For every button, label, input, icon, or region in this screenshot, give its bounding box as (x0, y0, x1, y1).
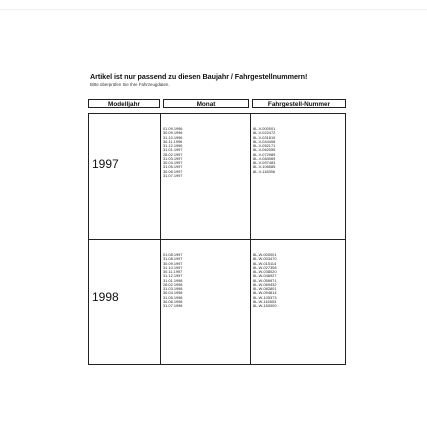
month-cell: 30.09.1996 (163, 130, 183, 136)
chassis-number-cell: 8L-W-069432 (253, 281, 277, 287)
chassis-number-cell: 8L-V-097483 (253, 160, 276, 165)
page-title: Artikel ist nur passend zu diesen Baujahr / Fahrgestellnummern! (90, 72, 308, 81)
month-cell: 30.06.1998 (163, 298, 183, 304)
column-header-modelljahr: Modelljahr (88, 99, 160, 108)
model-year-1997: 1997 (92, 157, 119, 171)
month-cell: 30.11.1997 (163, 269, 183, 274)
chassis-number-cell: 8L-V-118396 (253, 168, 275, 174)
month-cell: 31.07.1998 (163, 303, 183, 308)
chassis-number-cell: 8L-W-027308 (253, 264, 277, 270)
month-cell: 30.04.1998 (163, 290, 183, 296)
chassis-number-cell: 8L-W-046927 (253, 273, 277, 279)
model-year-1998: 1998 (92, 290, 119, 304)
month-cell: 31.05.1997 (163, 164, 183, 170)
chassis-list-1998 (253, 253, 277, 308)
column-header-fahrgestell-nummer: Fahrgestell-Nummer (252, 99, 346, 108)
row-divider (88, 239, 346, 240)
month-cell: 30.11.1996 (163, 138, 183, 144)
month-cell: 30.06.1997 (163, 168, 183, 174)
chassis-number-cell: 8L-W-056971 (253, 277, 277, 283)
month-cell: 31.08.1997 (163, 256, 183, 262)
month-cell: 31.10.1996 (163, 134, 183, 140)
chassis-number-cell: 8L-W-038020 (253, 269, 277, 274)
month-list-1997 (163, 127, 182, 178)
month-cell: 28.02.1997 (163, 151, 183, 157)
month-cell: 31.12.1997 (163, 273, 183, 279)
chassis-number-cell: 8L-W-105373 (253, 294, 277, 300)
month-cell: 31.12.1996 (163, 143, 183, 148)
month-cell: 31.10.1997 (163, 264, 183, 270)
chassis-number-cell: 8L-W-150000 (253, 303, 277, 308)
month-cell: 01.09.1996 (163, 126, 183, 131)
chassis-number-cell: 8L-W-003470 (253, 256, 277, 262)
month-cell: 31.05.1998 (163, 294, 183, 300)
chassis-number-cell: 8L-W-082801 (253, 286, 277, 291)
month-cell: 31.01.1998 (163, 277, 183, 283)
chassis-number-cell: 8L-W-116503 (253, 298, 277, 304)
chassis-number-cell: 8L-V-084069 (253, 155, 276, 161)
chassis-number-cell: 8L-V-000001 (253, 126, 276, 131)
chassis-number-cell: 8L-V-072989 (253, 151, 276, 157)
chassis-number-cell: 8L-V-044408 (253, 138, 276, 144)
month-cell: 31.03.1998 (163, 286, 183, 291)
month-cell: 30.09.1997 (163, 260, 183, 266)
chassis-number-cell: 8L-V-106585 (253, 164, 276, 170)
month-cell: 28.02.1998 (163, 281, 183, 287)
chassis-number-cell: 8L-W-094814 (253, 290, 277, 296)
chassis-number-cell: 8L-V-022472 (253, 130, 276, 136)
month-cell: 01.08.1997 (163, 252, 183, 257)
month-cell: 31.01.1997 (163, 147, 183, 153)
chassis-number-cell: 8L-V-052171 (253, 143, 276, 148)
chassis-list-1997 (253, 127, 275, 174)
month-cell: 30.04.1997 (163, 160, 183, 165)
month-cell: 31.07.1997 (163, 172, 183, 178)
top-divider (0, 9, 427, 10)
chassis-number-cell: 8L-W-015114 (253, 260, 277, 266)
column-header-monat: Monat (163, 99, 249, 108)
chassis-number-cell: 8L-V-062055 (253, 147, 276, 153)
month-cell: 31.03.1997 (163, 155, 183, 161)
month-list-1998 (163, 253, 182, 308)
chassis-number-cell: 8L-V-031819 (253, 134, 276, 140)
page-subtitle: Bitte überprüfen Sie Ihre Fahrzeugdaten. (90, 82, 170, 87)
chassis-number-cell: 8L-W-000001 (253, 252, 277, 257)
